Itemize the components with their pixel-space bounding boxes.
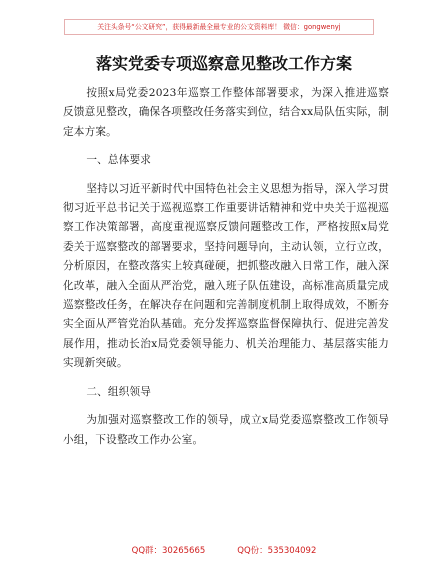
qq-number-text: QQ份：535304092 — [237, 546, 317, 556]
promo-banner-text: 关注头条号“公文研究”，获得最新最全最专业的公文资料库！ 微信：gongwenyj — [97, 23, 341, 31]
document-body — [63, 84, 389, 454]
qq-group-text: QQ群：30265665 — [131, 546, 206, 556]
section-heading-organization: 二、组织领导 — [86, 385, 152, 398]
intro-paragraph: 按照x局党委2023年巡察工作整体部署要求，为深入推进巡察反馈意见整改，确保各项整改任务落实到位，结合xx局队伍实际，制定本方案。 — [63, 87, 389, 138]
organization-paragraph: 为加强对巡察整改工作的领导，成立x局党委巡察整改工作领导小组，下设整改工作办公室。 — [63, 414, 389, 446]
general-requirements-paragraph: 坚持以习近平新时代中国特色社会主义思想为指导，深入学习贯彻习近平总书记关于巡视巡察工作重要讲话精神和党中央关于巡视巡察工作决策部署，高度重视巡察反馈问题整改工作，严格按照x局党委关于巡察整改的部署要求，坚持问题导向，主动认领，立行立改，分析原因，在整改落实上较真碰硬，把抓整改融入日常工作，融入深化改革，融入全面从严治党，融入班子队伍建设，高标准高质量完成巡察整改任务，在解决存在问题和完善制度机制上取得成效，不断夯实全面从严管党治队基础。充分发挥巡察监督保障执行、促进完善发展作用，推动长治x局党委领导能力、机关治理能力、基层落实能力实现新突破。 — [63, 182, 389, 370]
contact-footer — [0, 544, 448, 556]
section-heading-general-requirements: 一、总体要求 — [86, 154, 152, 167]
document-title: 落实党委专项巡察意见整改工作方案 — [95, 54, 352, 73]
promo-banner — [64, 19, 374, 35]
